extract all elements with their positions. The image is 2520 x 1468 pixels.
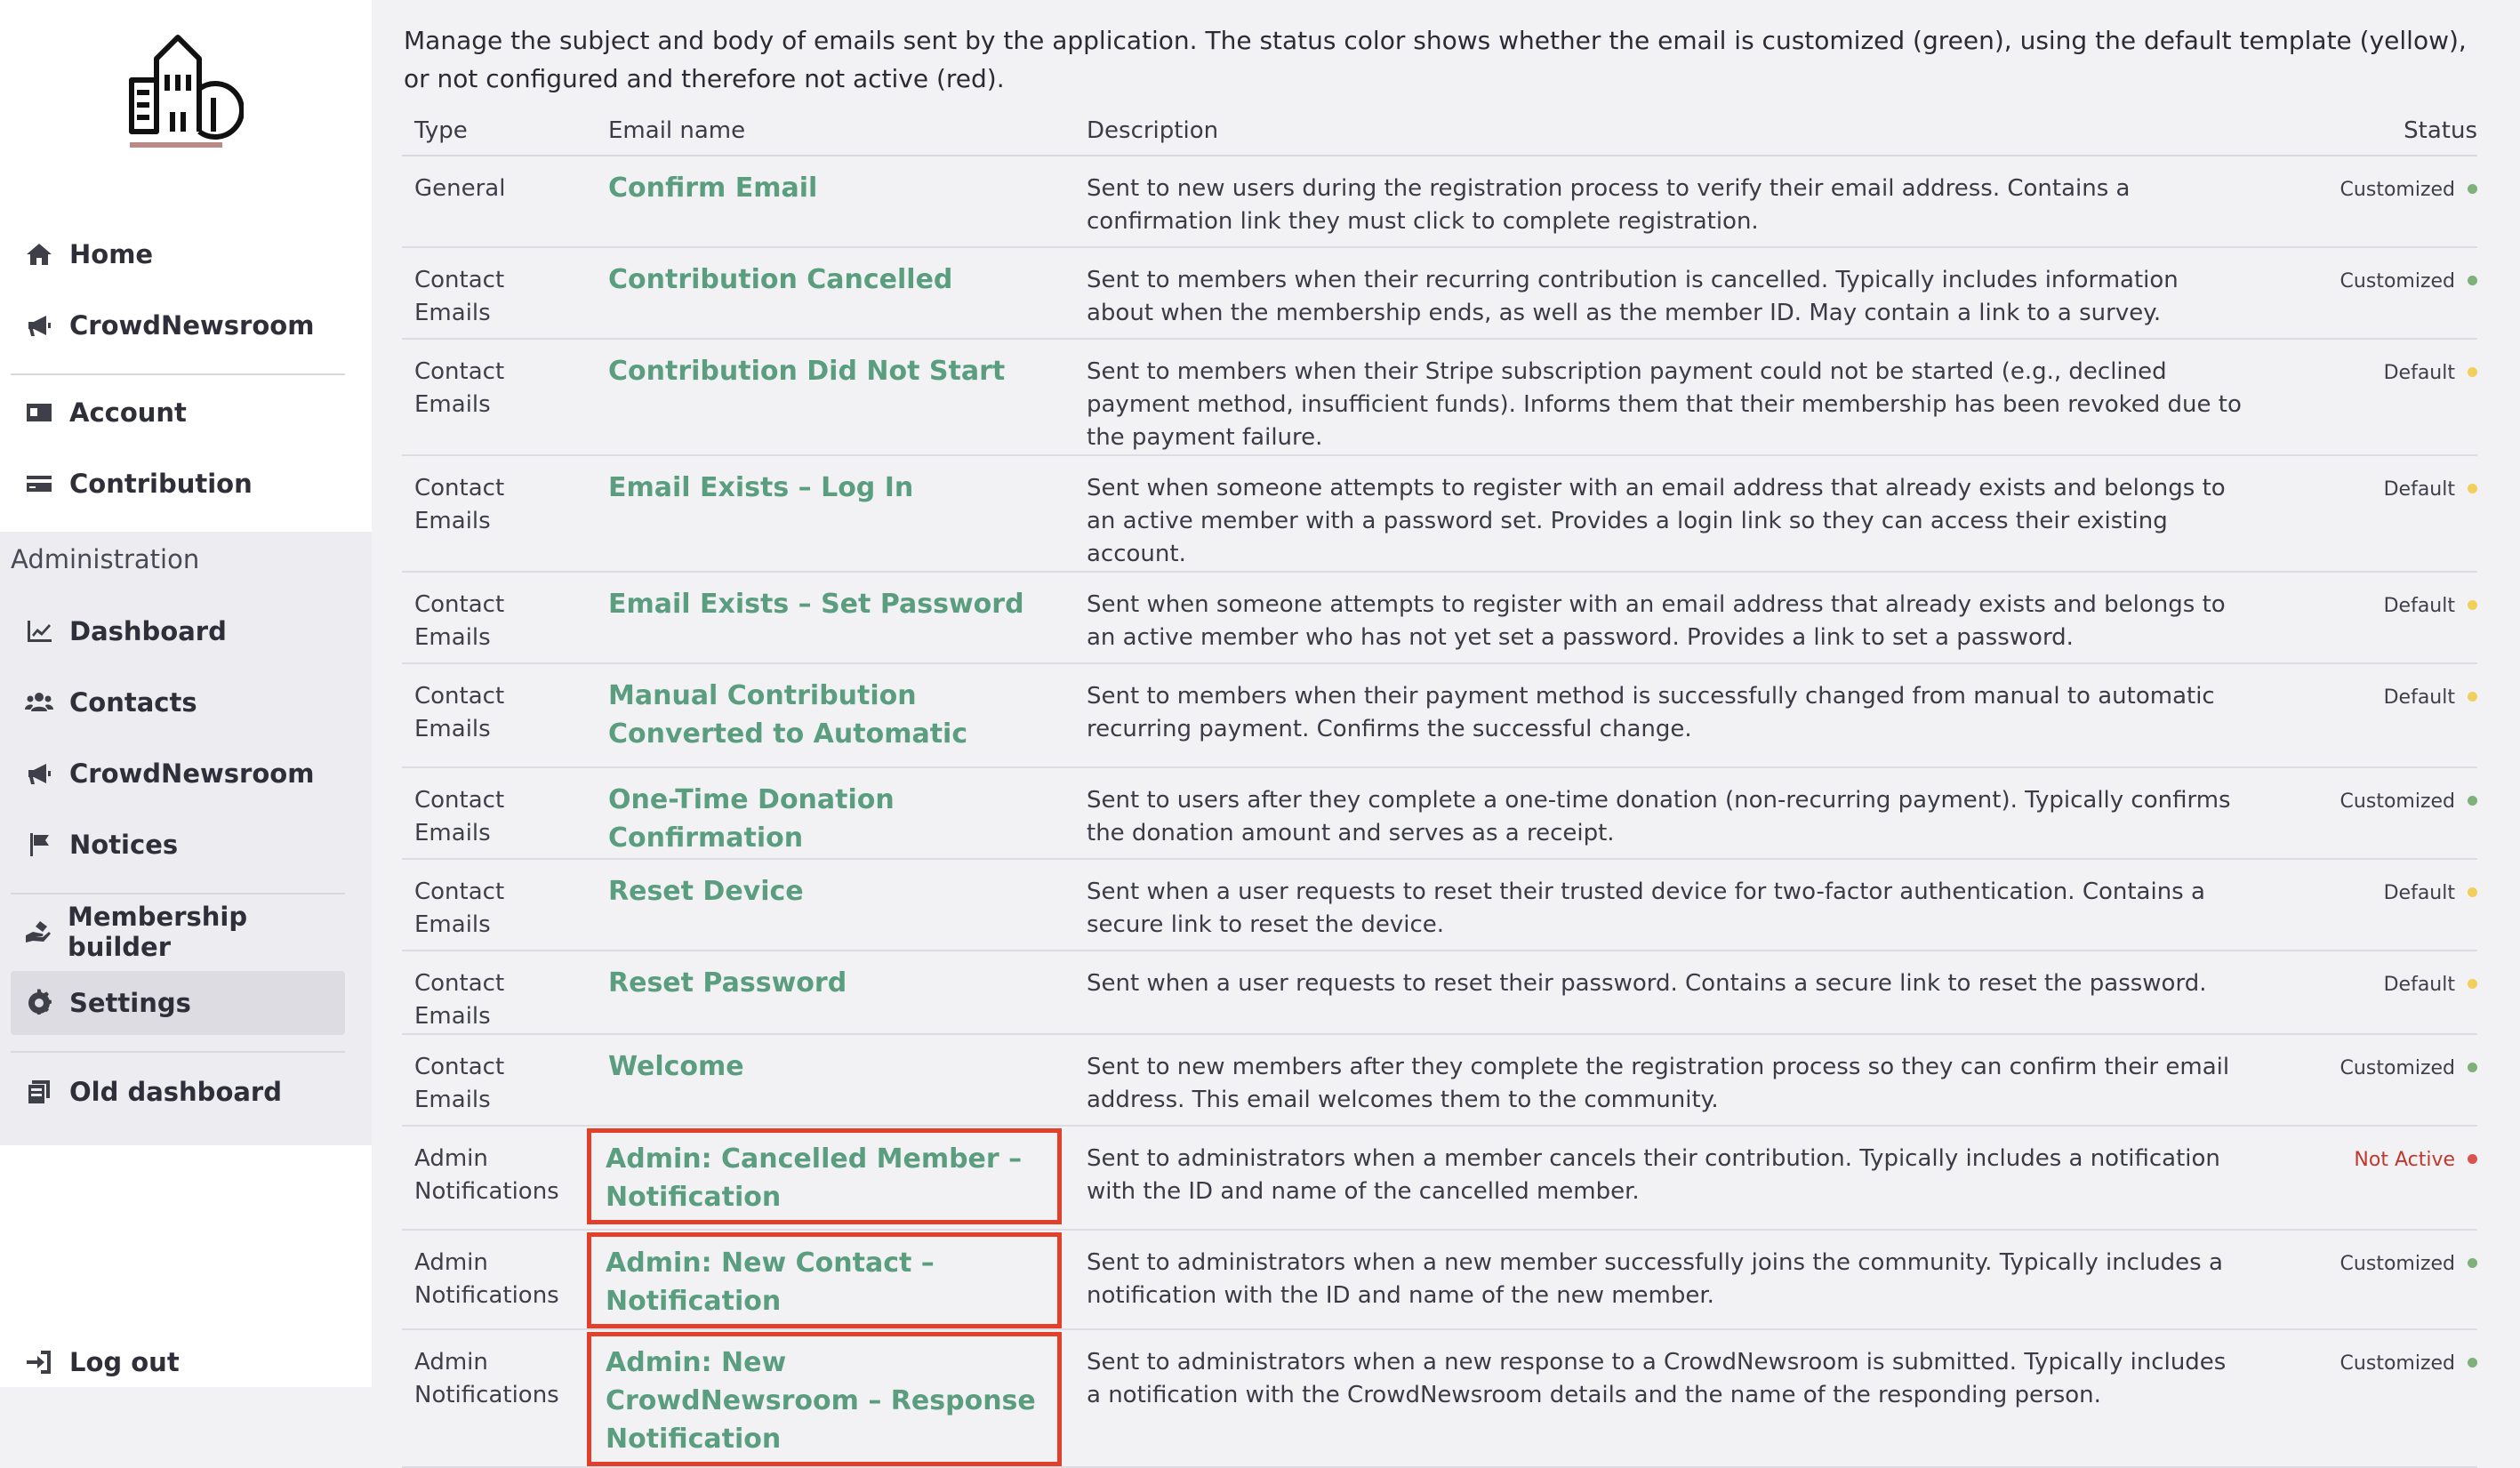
table-row[interactable] xyxy=(402,247,2477,339)
email-type: Contact Emails xyxy=(402,339,596,455)
sidebar-item-dashboard[interactable] xyxy=(11,599,345,663)
email-name-link[interactable]: Welcome xyxy=(608,1051,744,1082)
sidebar-item-account[interactable] xyxy=(11,381,345,445)
email-description: Sent to users after they complete a one-time donation (non-recurring payment). Typically confirms the donation amount and serves as a receipt. xyxy=(1074,767,2255,859)
email-description: Sent when a user requests to reset their trusted device for two-factor authentication. Contains a secure link to reset the device. xyxy=(1074,859,2255,951)
email-templates-table xyxy=(402,107,2477,1468)
email-description: Sent when a user requests to reset their password. Contains a secure link to reset the password. xyxy=(1074,951,2255,1034)
status-dot-icon xyxy=(2468,1358,2477,1368)
sidebar-item-label: CrowdNewsroom xyxy=(69,310,315,341)
email-type: Contact Emails xyxy=(402,572,596,663)
status-badge: Default xyxy=(2383,686,2455,709)
main-content xyxy=(372,0,2520,1455)
column-header-status: Status xyxy=(2255,107,2477,156)
email-name-cell xyxy=(596,1126,1074,1230)
email-name-link[interactable]: Reset Password xyxy=(608,967,847,999)
email-status xyxy=(2255,247,2477,339)
status-dot-icon xyxy=(2468,600,2477,610)
status-badge: Default xyxy=(2383,595,2455,617)
email-name-link[interactable]: Confirm Email xyxy=(608,172,818,204)
email-name-link[interactable]: Contribution Did Not Start xyxy=(608,356,1006,387)
sidebar-divider xyxy=(11,373,345,375)
sign-out-icon xyxy=(21,1344,57,1380)
email-description: Sent to new users during the registration process to verify their email address. Contains a confirmation link they must click to complete registration. xyxy=(1074,156,2255,247)
email-name-cell xyxy=(596,156,1074,247)
status-dot-icon xyxy=(2468,184,2477,194)
table-row[interactable] xyxy=(402,572,2477,663)
email-type: Contact Emails xyxy=(402,1034,596,1126)
email-type: General xyxy=(402,156,596,247)
email-name-cell xyxy=(596,247,1074,339)
sidebar-item-old-dashboard[interactable] xyxy=(11,1060,345,1124)
email-status xyxy=(2255,572,2477,663)
table-row[interactable] xyxy=(402,767,2477,859)
email-status xyxy=(2255,1329,2477,1467)
flag-icon xyxy=(21,827,57,862)
sidebar-item-label: Home xyxy=(69,239,154,269)
email-name-link[interactable]: Email Exists – Log In xyxy=(608,472,914,503)
sidebar-item-label: CrowdNewsroom xyxy=(69,758,315,789)
status-dot-icon xyxy=(2468,1258,2477,1268)
admin-section xyxy=(0,532,372,1145)
sidebar-item-label: Contribution xyxy=(69,469,253,499)
email-type: Contact Emails xyxy=(402,663,596,767)
column-header-description: Description xyxy=(1074,107,2255,156)
users-icon xyxy=(21,685,57,720)
email-name-cell xyxy=(596,1034,1074,1126)
status-dot-icon xyxy=(2468,692,2477,702)
table-row[interactable] xyxy=(402,1329,2477,1467)
email-name-link[interactable]: Admin: New Contact – Notification xyxy=(587,1232,1062,1328)
email-type: Contact Emails xyxy=(402,951,596,1034)
admin-section-title: Administration xyxy=(11,544,200,574)
email-status xyxy=(2255,339,2477,455)
sidebar-item-contacts[interactable] xyxy=(11,670,345,734)
city-logo-icon[interactable] xyxy=(124,32,244,151)
email-description: Sent to members when their Stripe subscription payment could not be started (e.g., declined payment method, insufficient funds). Informs them that their membership has been revoked due to the payment failure. xyxy=(1074,339,2255,455)
status-badge: Customized xyxy=(2339,1352,2455,1375)
status-badge: Default xyxy=(2383,478,2455,501)
sidebar-item-membership-builder[interactable] xyxy=(11,900,345,964)
email-status xyxy=(2255,951,2477,1034)
status-badge: Not Active xyxy=(2354,1149,2455,1171)
email-type: Admin Notifications xyxy=(402,1329,596,1467)
status-dot-icon xyxy=(2468,887,2477,897)
table-header-row xyxy=(402,107,2477,156)
status-badge: Default xyxy=(2383,882,2455,904)
email-type: Contact Emails xyxy=(402,455,596,572)
email-name-cell xyxy=(596,951,1074,1034)
status-badge: Customized xyxy=(2339,179,2455,201)
status-dot-icon xyxy=(2468,979,2477,989)
email-type: Admin Notifications xyxy=(402,1230,596,1329)
status-badge: Default xyxy=(2383,974,2455,996)
column-header-type: Type xyxy=(402,107,596,156)
email-status xyxy=(2255,663,2477,767)
email-type: Contact Emails xyxy=(402,247,596,339)
sidebar-item-label: Notices xyxy=(69,830,179,860)
status-badge: Customized xyxy=(2339,1057,2455,1079)
email-name-cell xyxy=(596,767,1074,859)
table-row[interactable] xyxy=(402,663,2477,767)
email-status xyxy=(2255,156,2477,247)
status-badge: Customized xyxy=(2339,270,2455,293)
email-status xyxy=(2255,1126,2477,1230)
email-status xyxy=(2255,1230,2477,1329)
email-status xyxy=(2255,455,2477,572)
table-row[interactable] xyxy=(402,1230,2477,1329)
email-type: Contact Emails xyxy=(402,859,596,951)
email-name-link[interactable]: Email Exists – Set Password xyxy=(608,589,1024,620)
sidebar-item-settings[interactable] xyxy=(11,971,345,1035)
home-icon xyxy=(21,237,57,272)
table-row[interactable] xyxy=(402,455,2477,572)
logout-label: Log out xyxy=(69,1347,180,1377)
sidebar-item-crowdnewsroom-admin[interactable] xyxy=(11,742,345,806)
sidebar xyxy=(0,0,372,1387)
hand-holding-icon xyxy=(21,914,55,950)
sidebar-item-label: Dashboard xyxy=(69,616,227,646)
status-badge: Customized xyxy=(2339,1253,2455,1275)
gear-icon xyxy=(21,985,57,1021)
dashboard-icon xyxy=(21,1074,57,1110)
email-type: Admin Notifications xyxy=(402,1126,596,1230)
sidebar-divider xyxy=(11,893,345,894)
email-name-cell xyxy=(596,663,1074,767)
email-description: Sent to new members after they complete the registration process so they can confirm their email address. This email welcomes them to the community. xyxy=(1074,1034,2255,1126)
sidebar-item-label: Contacts xyxy=(69,687,197,718)
email-name-cell xyxy=(596,1329,1074,1467)
email-name-cell xyxy=(596,455,1074,572)
sidebar-item-label: Old dashboard xyxy=(69,1077,282,1107)
sidebar-item-home[interactable] xyxy=(11,222,345,286)
status-dot-icon xyxy=(2468,1063,2477,1072)
status-dot-icon xyxy=(2468,484,2477,493)
table-row[interactable] xyxy=(402,951,2477,1034)
email-status xyxy=(2255,1034,2477,1126)
status-badge: Customized xyxy=(2339,790,2455,813)
email-description: Sent to members when their recurring contribution is cancelled. Typically includes information about when the membership ends, as well as the member ID. May contain a link to a survey. xyxy=(1074,247,2255,339)
email-name-cell xyxy=(596,572,1074,663)
email-name-link[interactable]: Contribution Cancelled xyxy=(608,264,953,295)
email-name-cell xyxy=(596,1230,1074,1329)
email-description: Sent when someone attempts to register with an email address that already exists and belongs to an active member with a password set. Provides a login link so they can access their existing account. xyxy=(1074,455,2255,572)
chart-line-icon xyxy=(21,614,57,649)
sidebar-item-crowdnewsroom[interactable] xyxy=(11,293,345,357)
sidebar-item-label: Account xyxy=(69,397,187,428)
status-dot-icon xyxy=(2468,1154,2477,1164)
table-row[interactable] xyxy=(402,339,2477,455)
status-dot-icon xyxy=(2468,276,2477,285)
table-row[interactable] xyxy=(402,1126,2477,1230)
logout-button[interactable] xyxy=(11,1330,345,1394)
email-name-link[interactable]: Admin: Cancelled Member – Notification xyxy=(587,1128,1062,1224)
intro-text: Manage the subject and body of emails sent by the application. The status color shows whether the email is customized (green), using the default template (yellow), or not configured and therefore not active (red). xyxy=(404,26,2467,93)
sidebar-item-notices[interactable] xyxy=(11,813,345,877)
column-header-email-name: Email name xyxy=(596,107,1074,156)
sidebar-item-label: Membership builder xyxy=(68,902,248,962)
email-name-cell xyxy=(596,339,1074,455)
email-name-link[interactable]: Manual Contribution Converted to Automatic xyxy=(608,680,968,750)
sidebar-item-contribution[interactable] xyxy=(11,452,345,516)
email-description: Sent to administrators when a new member successfully joins the community. Typically includes a notification with the ID and name of the new member. xyxy=(1074,1230,2255,1329)
email-name-link[interactable]: One-Time Donation Confirmation xyxy=(608,784,895,854)
email-description: Sent to administrators when a member cancels their contribution. Typically includes a notification with the ID and name of the cancelled member. xyxy=(1074,1126,2255,1230)
status-badge: Default xyxy=(2383,362,2455,384)
email-name-cell xyxy=(596,859,1074,951)
megaphone-icon xyxy=(21,756,57,791)
status-dot-icon xyxy=(2468,367,2477,377)
sidebar-item-label: Settings xyxy=(69,988,191,1018)
sidebar-divider xyxy=(11,1051,345,1053)
email-description: Sent when someone attempts to register with an email address that already exists and belongs to an active member who has not yet set a password. Provides a link to set a password. xyxy=(1074,572,2255,663)
id-card-icon xyxy=(21,395,57,430)
email-description: Sent to members when their payment method is successfully changed from manual to automatic recurring payment. Confirms the successful change. xyxy=(1074,663,2255,767)
email-name-link[interactable]: Admin: New CrowdNewsroom – Response Notification xyxy=(587,1332,1062,1466)
email-status xyxy=(2255,767,2477,859)
email-status xyxy=(2255,859,2477,951)
status-dot-icon xyxy=(2468,796,2477,806)
email-description: Sent to administrators when a new response to a CrowdNewsroom is submitted. Typically includes a notification with the CrowdNewsroom details and the name of the responding person. xyxy=(1074,1329,2255,1467)
table-row[interactable] xyxy=(402,1034,2477,1126)
credit-card-icon xyxy=(21,466,57,501)
table-row[interactable] xyxy=(402,859,2477,951)
email-name-link[interactable]: Reset Device xyxy=(608,876,804,907)
table-body xyxy=(402,156,2477,1467)
table-row[interactable] xyxy=(402,156,2477,247)
megaphone-icon xyxy=(21,308,57,343)
email-type: Contact Emails xyxy=(402,767,596,859)
